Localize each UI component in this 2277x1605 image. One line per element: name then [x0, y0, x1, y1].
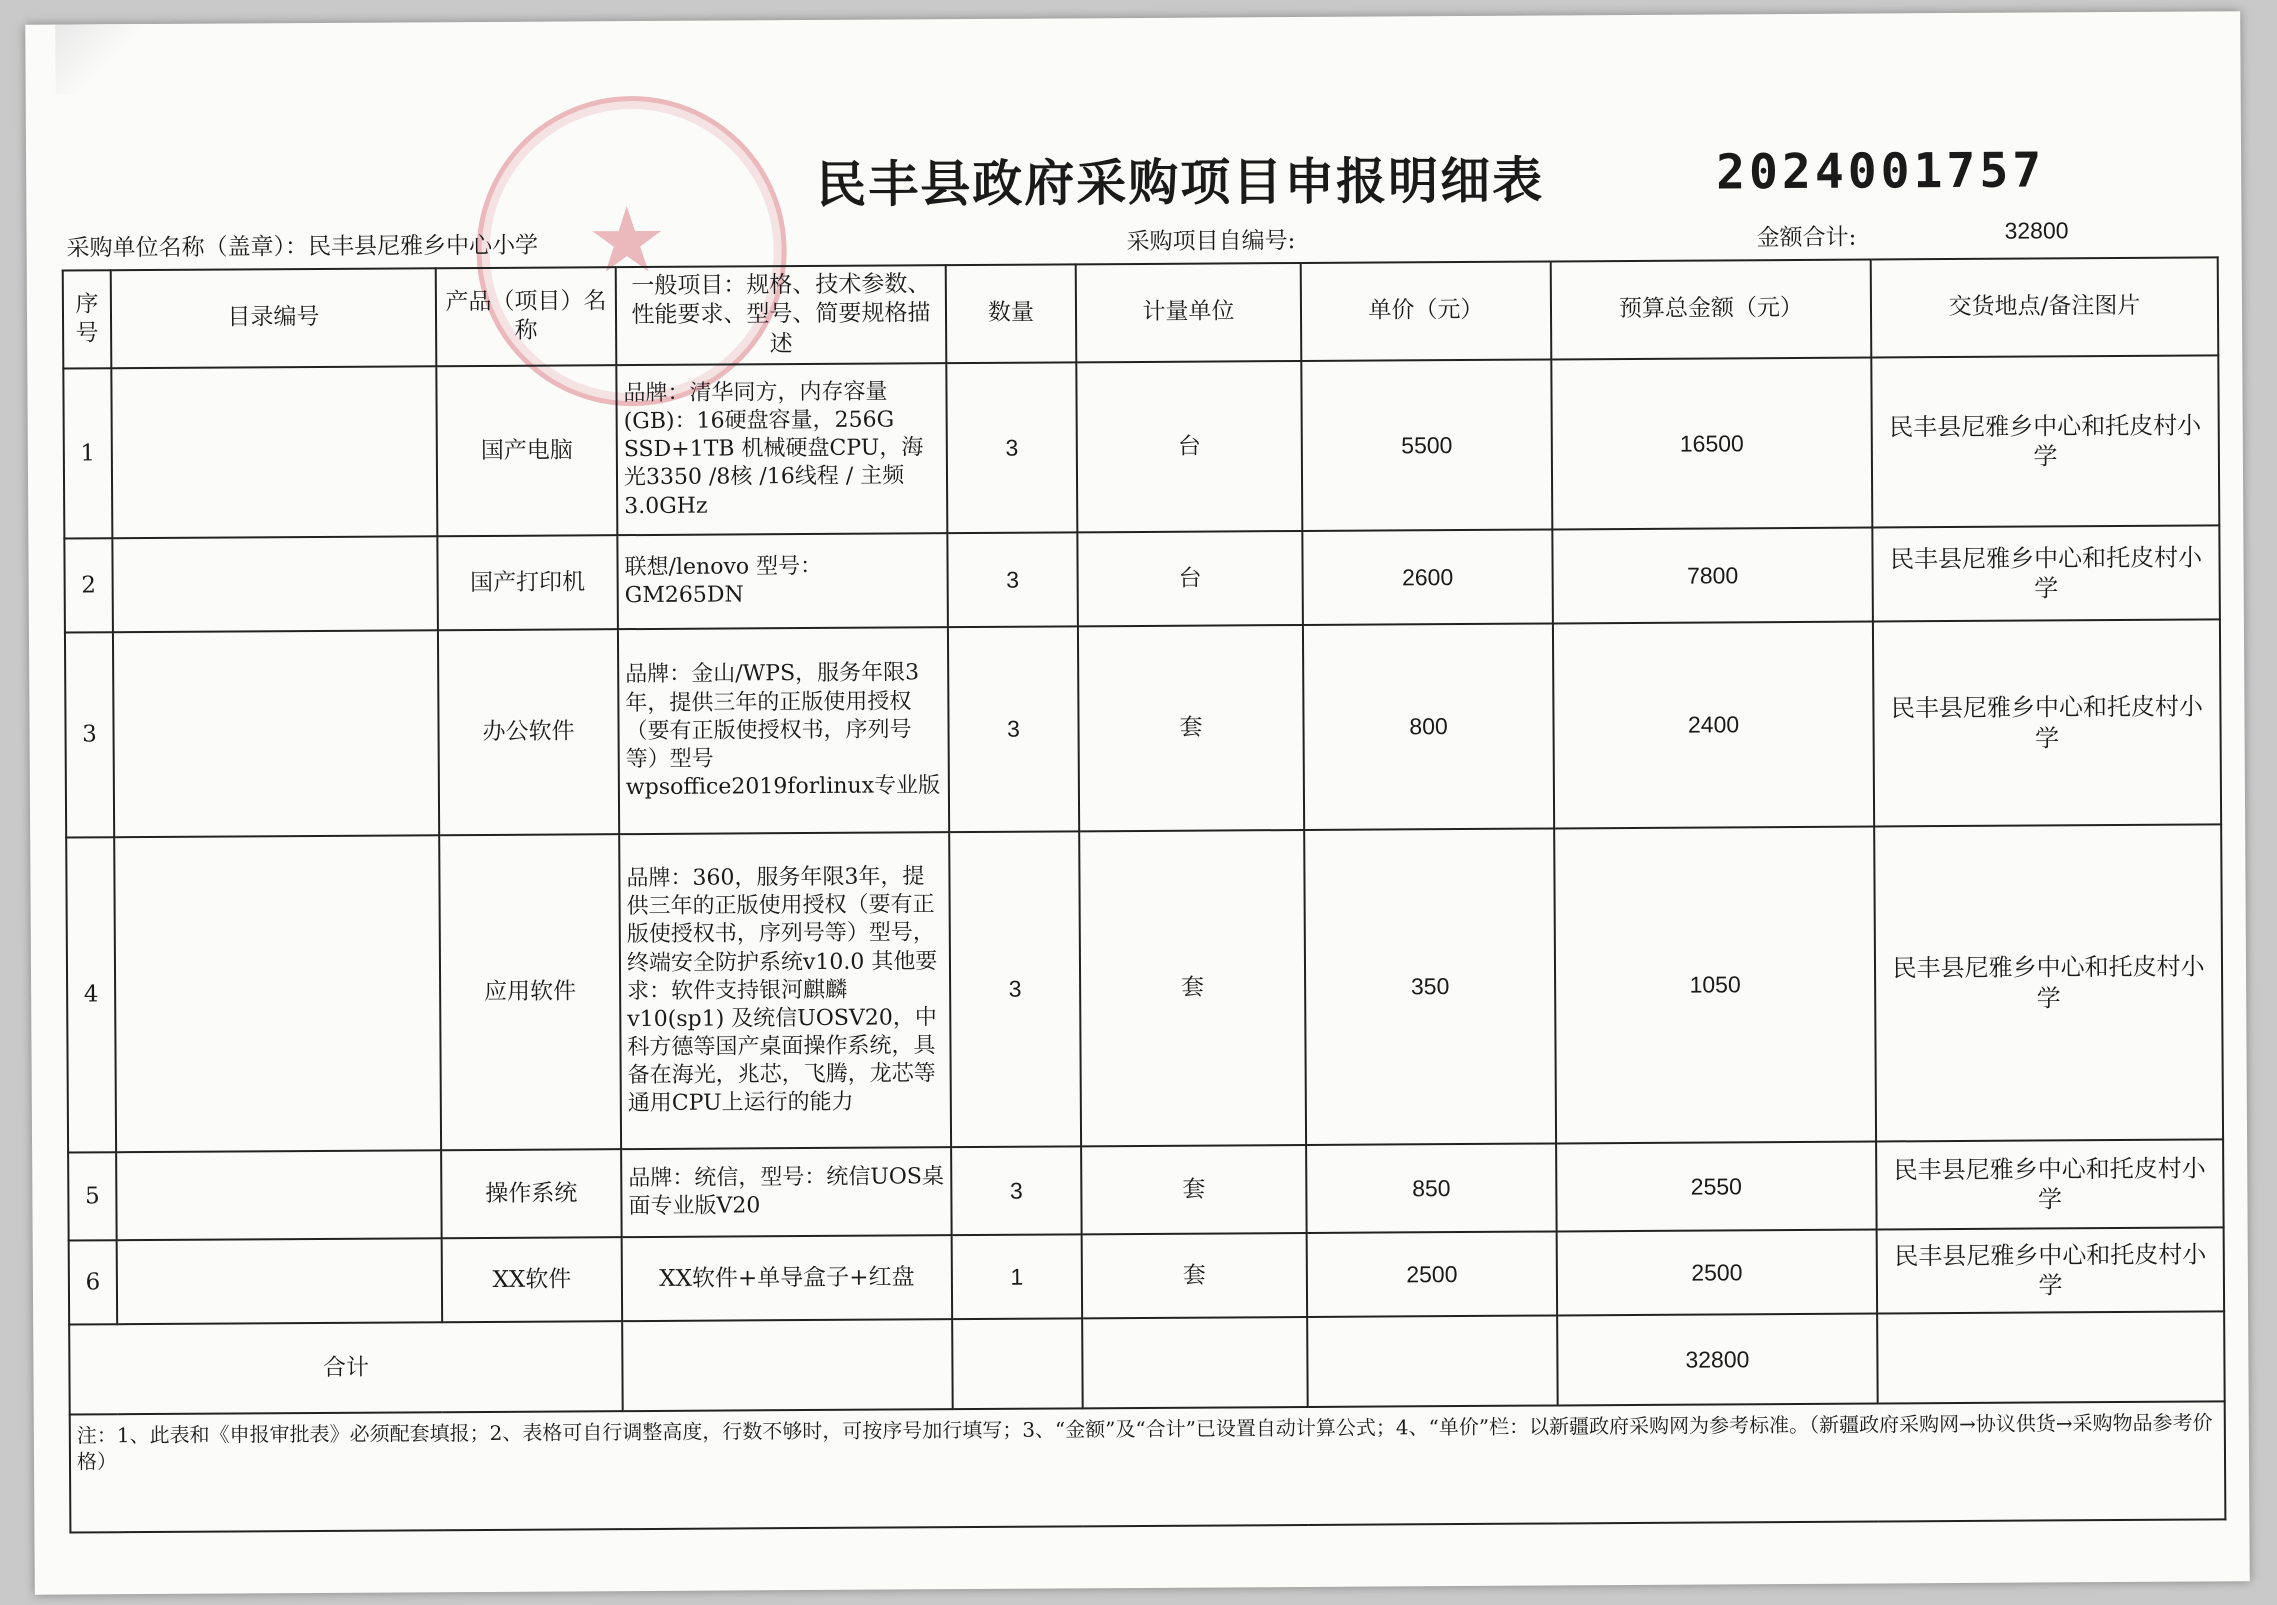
- row-budget: 2550: [1556, 1142, 1877, 1232]
- row-unit: 台: [1077, 531, 1303, 626]
- row-product: 国产打印机: [437, 535, 618, 630]
- table-header-row: [63, 257, 2219, 368]
- table-row: [64, 526, 2220, 633]
- header-location: 交货地点/备注图片: [1871, 257, 2219, 357]
- total-row-unit-price: [1307, 1316, 1558, 1408]
- total-row-unit: [1082, 1317, 1308, 1408]
- seal-star-icon: ★: [586, 187, 668, 294]
- table-row: [68, 1140, 2223, 1241]
- header-quantity: 数量: [946, 264, 1077, 363]
- row-quantity: 3: [951, 1147, 1082, 1236]
- row-spec: 品牌：清华同方，内存容量(GB)：16硬盘容量，256G SSD+1TB 机械硬盘CPU，海光3350 /8核 /16线程 / 主频3.0GHz: [616, 363, 947, 535]
- row-quantity: 1: [952, 1235, 1083, 1320]
- row-unit-price: 5500: [1301, 360, 1552, 532]
- header-budget: 预算总金额（元）: [1551, 260, 1872, 360]
- row-catalog: [114, 836, 441, 1153]
- row-product: 操作系统: [441, 1149, 622, 1238]
- row-index: 1: [63, 369, 112, 539]
- row-spec: 品牌：统信，型号：统信UOS桌面专业版V20: [621, 1147, 952, 1237]
- table-row: [66, 825, 2223, 1153]
- row-budget: 2500: [1557, 1230, 1878, 1316]
- row-location: 民丰县尼雅乡中心和托皮村小学: [1874, 825, 2223, 1142]
- row-index: 2: [64, 539, 113, 633]
- row-catalog: [116, 1151, 442, 1241]
- row-unit: 台: [1076, 361, 1302, 532]
- row-budget: 1050: [1554, 827, 1876, 1144]
- notes-row: [70, 1402, 2226, 1533]
- table-row: [63, 356, 2219, 539]
- header-unit: 计量单位: [1076, 263, 1302, 363]
- table-row: [65, 620, 2221, 838]
- total-amount-label: 金额合计:: [1756, 224, 1857, 252]
- row-spec: XX软件+单导盒子+红盘: [622, 1235, 953, 1321]
- notes-text: 注：1、此表和《申报审批表》必须配套填报；2、表格可自行调整高度，行数不够时，可按序号加行填写；3、“金额”及“合计”已设置自动计算公式；4、“单价”栏：以新疆政府采购网为参考标准。（新疆政府采购网→协议供货→采购物品参考价格）: [70, 1402, 2226, 1533]
- row-unit-price: 2500: [1307, 1232, 1558, 1318]
- total-row-label: 合计: [69, 1321, 623, 1414]
- row-unit: 套: [1082, 1233, 1308, 1318]
- row-unit-price: 350: [1304, 829, 1556, 1146]
- header-product: 产品（项目）名称: [436, 267, 617, 366]
- row-spec: 品牌：360，服务年限3年，提供三年的正版使用授权（要有正版使授权书，序列号等）型号，终端安全防护系统v10.0 其他要求：软件支持银河麒麟v10(sp1) 及统信UOSV20，中科方德等国产桌面操作系统，具备在海光，兆芯，飞腾，龙芯等通用CPU上运行的能力: [619, 832, 951, 1149]
- row-index: 4: [66, 838, 116, 1153]
- row-unit-price: 800: [1303, 624, 1554, 831]
- row-spec: 品牌：金山/WPS，服务年限3年，提供三年的正版使用授权（要有正版使授权书，序列号等）型号wpsoffice2019forlinux专业版: [618, 627, 949, 834]
- purchasing-unit-label: 采购单位名称（盖章）：: [66, 234, 309, 262]
- header-catalog: 目录编号: [111, 268, 437, 368]
- total-amount-value: 32800: [2004, 217, 2069, 244]
- row-product: 应用软件: [439, 834, 621, 1150]
- total-row-spec: [622, 1319, 953, 1411]
- total-row-budget: 32800: [1557, 1314, 1878, 1406]
- row-location: 民丰县尼雅乡中心和托皮村小学: [1877, 1228, 2225, 1314]
- serial-number: 2024001757: [1715, 142, 2046, 201]
- row-unit: 套: [1078, 625, 1304, 831]
- purchasing-unit-name: 民丰县尼雅乡中心小学: [308, 232, 539, 261]
- row-quantity: 3: [946, 363, 1077, 534]
- row-location: 民丰县尼雅乡中心和托皮村小学: [1871, 356, 2219, 528]
- row-quantity: 3: [949, 832, 1081, 1148]
- row-product: 办公软件: [438, 629, 619, 835]
- row-catalog: [112, 537, 438, 633]
- row-index: 6: [69, 1241, 118, 1325]
- row-location: 民丰县尼雅乡中心和托皮村小学: [1872, 526, 2220, 622]
- purchasing-unit: [66, 227, 538, 263]
- table-row: [69, 1228, 2224, 1325]
- row-unit: 套: [1079, 830, 1306, 1146]
- row-unit: 套: [1081, 1145, 1307, 1234]
- row-quantity: 3: [947, 533, 1078, 628]
- row-budget: 7800: [1552, 528, 1873, 624]
- total-row-location: [1877, 1312, 2225, 1404]
- row-location: 民丰县尼雅乡中心和托皮村小学: [1876, 1140, 2224, 1230]
- document-sheet: [25, 11, 2250, 1595]
- row-quantity: 3: [948, 627, 1079, 833]
- row-index: 5: [68, 1153, 117, 1241]
- row-product: XX软件: [442, 1237, 623, 1322]
- header-index: 序号: [63, 270, 112, 369]
- total-row-quantity: [952, 1319, 1083, 1410]
- row-catalog: [111, 367, 437, 539]
- header-spec: 一般项目：规格、技术参数、性能要求、型号、简要规格描述: [616, 265, 947, 365]
- row-unit-price: 2600: [1302, 530, 1553, 626]
- row-location: 民丰县尼雅乡中心和托皮村小学: [1873, 620, 2221, 827]
- document-title: 民丰县政府采购项目申报明细表: [816, 150, 1545, 214]
- row-catalog: [113, 631, 439, 838]
- row-budget: 2400: [1553, 622, 1874, 829]
- page-fold: [55, 24, 145, 95]
- project-code-label: 采购项目自编号:: [1126, 228, 1296, 256]
- row-budget: 16500: [1551, 358, 1872, 530]
- total-row: [69, 1312, 2225, 1415]
- procurement-table: [62, 256, 2227, 1533]
- row-catalog: [117, 1239, 443, 1325]
- header-unit-price: 单价（元）: [1301, 261, 1552, 361]
- row-product: 国产电脑: [436, 365, 617, 536]
- row-index: 3: [65, 633, 114, 838]
- row-unit-price: 850: [1306, 1144, 1557, 1234]
- row-spec: 联想/lenovo 型号：GM265DN: [617, 533, 948, 629]
